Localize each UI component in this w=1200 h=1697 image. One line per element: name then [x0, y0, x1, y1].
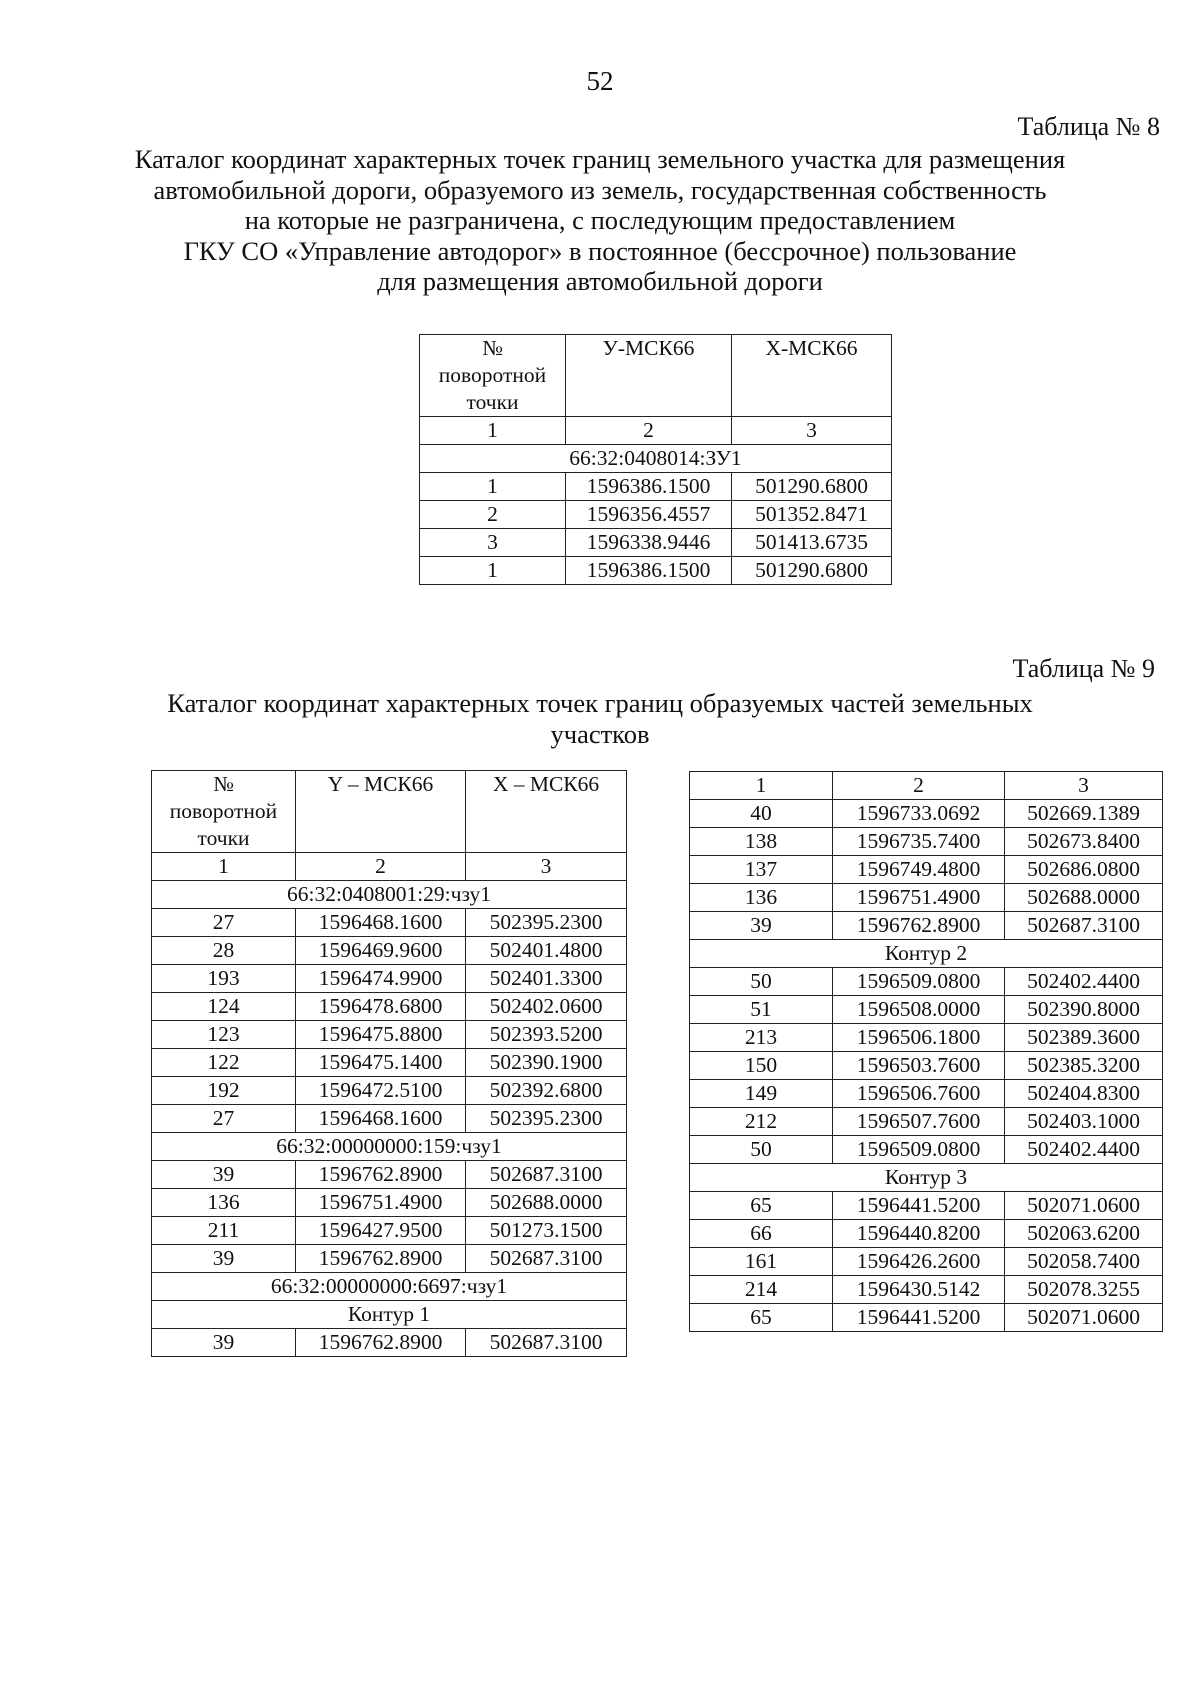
x-coordinate-cell: 502402.4400 — [1005, 968, 1163, 996]
table-row — [152, 937, 627, 965]
table-row — [152, 1217, 627, 1245]
x-coordinate-cell: 502389.3600 — [1005, 1024, 1163, 1052]
table-row — [420, 557, 892, 585]
point-number-cell: 138 — [690, 828, 833, 856]
x-coordinate-cell: 502390.8000 — [1005, 996, 1163, 1024]
y-coordinate-cell: 1596469.9600 — [296, 937, 466, 965]
x-coordinate-cell: 502687.3100 — [1005, 912, 1163, 940]
x-coordinate-cell: 502669.1389 — [1005, 800, 1163, 828]
x-coordinate-cell: 501290.6800 — [732, 473, 892, 501]
point-number-cell: 124 — [152, 993, 296, 1021]
caption-line: автомобильной дороги, образуемого из земель, государственная собственность — [153, 174, 1047, 205]
table-row — [690, 1136, 1163, 1164]
table-row — [690, 1220, 1163, 1248]
column-number: 3 — [466, 853, 627, 881]
y-coordinate-cell: 1596468.1600 — [296, 1105, 466, 1133]
section-row — [152, 1133, 627, 1161]
y-coordinate-cell: 1596440.8200 — [833, 1220, 1005, 1248]
y-coordinate-cell: 1596475.1400 — [296, 1049, 466, 1077]
x-coordinate-cell: 502403.1000 — [1005, 1108, 1163, 1136]
header-line: поворотной — [169, 799, 278, 823]
x-coordinate-cell: 501290.6800 — [732, 557, 892, 585]
point-number-cell: 149 — [690, 1080, 833, 1108]
y-coordinate-cell: 1596751.4900 — [296, 1189, 466, 1217]
x-coordinate-cell: 502063.6200 — [1005, 1220, 1163, 1248]
header-line: точки — [197, 826, 250, 850]
header-y-coordinate: Y – МСК66 — [296, 771, 466, 853]
y-coordinate-cell: 1596762.8900 — [296, 1245, 466, 1273]
point-number-cell: 161 — [690, 1248, 833, 1276]
table-row — [152, 1329, 627, 1357]
table-row — [690, 884, 1163, 912]
table-row — [152, 1049, 627, 1077]
column-number: 2 — [296, 853, 466, 881]
y-coordinate-cell: 1596478.6800 — [296, 993, 466, 1021]
x-coordinate-cell: 502673.8400 — [1005, 828, 1163, 856]
x-coordinate-cell: 501413.6735 — [732, 529, 892, 557]
y-coordinate-cell: 1596751.4900 — [833, 884, 1005, 912]
section-row — [690, 940, 1163, 968]
table-row — [690, 1276, 1163, 1304]
point-number-cell: 213 — [690, 1024, 833, 1052]
header-line: точки — [466, 390, 519, 414]
x-coordinate-cell: 502058.7400 — [1005, 1248, 1163, 1276]
x-coordinate-cell: 502686.0800 — [1005, 856, 1163, 884]
y-coordinate-cell: 1596474.9900 — [296, 965, 466, 993]
section-label: 66:32:00000000:6697:чзу1 — [152, 1273, 627, 1301]
table-row — [420, 529, 892, 557]
table-row — [690, 968, 1163, 996]
y-coordinate-cell: 1596468.1600 — [296, 909, 466, 937]
table-row — [420, 473, 892, 501]
page-number: 52 — [586, 66, 614, 96]
y-coordinate-cell: 1596338.9446 — [566, 529, 732, 557]
point-number-cell: 192 — [152, 1077, 296, 1105]
point-number-cell: 214 — [690, 1276, 833, 1304]
section-row — [152, 1273, 627, 1301]
column-number-row — [690, 772, 1163, 800]
header-point-number — [420, 335, 566, 417]
column-number: 1 — [420, 417, 566, 445]
y-coordinate-cell: 1596427.9500 — [296, 1217, 466, 1245]
section-label: 66:32:0408001:29:чзу1 — [152, 881, 627, 909]
point-number-cell: 66 — [690, 1220, 833, 1248]
table8-label: Таблица № 8 — [1017, 112, 1160, 141]
table9-label: Таблица № 9 — [1012, 654, 1155, 683]
point-number-cell: 39 — [152, 1245, 296, 1273]
y-coordinate-cell: 1596762.8900 — [833, 912, 1005, 940]
point-number-cell: 27 — [152, 1105, 296, 1133]
y-coordinate-cell: 1596506.1800 — [833, 1024, 1005, 1052]
caption-line: Каталог координат характерных точек границ земельного участка для размещения — [134, 144, 1066, 174]
x-coordinate-cell: 502395.2300 — [466, 1105, 627, 1133]
caption-line: для размещения автомобильной дороги — [377, 266, 823, 296]
header-y-coordinate: У-МСК66 — [566, 335, 732, 417]
point-number-cell: 50 — [690, 968, 833, 996]
section-label: Контур 2 — [690, 940, 1163, 968]
y-coordinate-cell: 1596507.7600 — [833, 1108, 1005, 1136]
x-coordinate-cell: 502078.3255 — [1005, 1276, 1163, 1304]
x-coordinate-cell: 501352.8471 — [732, 501, 892, 529]
table-row — [690, 1052, 1163, 1080]
y-coordinate-cell: 1596386.1500 — [566, 557, 732, 585]
point-number-cell: 123 — [152, 1021, 296, 1049]
point-number-cell: 150 — [690, 1052, 833, 1080]
y-coordinate-cell: 1596430.5142 — [833, 1276, 1005, 1304]
x-coordinate-cell: 502401.4800 — [466, 937, 627, 965]
x-coordinate-cell: 502402.4400 — [1005, 1136, 1163, 1164]
point-number-cell: 3 — [420, 529, 566, 557]
y-coordinate-cell: 1596386.1500 — [566, 473, 732, 501]
x-coordinate-cell: 502392.6800 — [466, 1077, 627, 1105]
table-row — [690, 828, 1163, 856]
point-number-cell: 39 — [152, 1161, 296, 1189]
point-number-cell: 50 — [690, 1136, 833, 1164]
table-row — [152, 1245, 627, 1273]
column-number: 3 — [1005, 772, 1163, 800]
y-coordinate-cell: 1596735.7400 — [833, 828, 1005, 856]
x-coordinate-cell: 502688.0000 — [466, 1189, 627, 1217]
y-coordinate-cell: 1596356.4557 — [566, 501, 732, 529]
table9-left — [151, 770, 627, 1357]
point-number-cell: 39 — [690, 912, 833, 940]
y-coordinate-cell: 1596762.8900 — [296, 1329, 466, 1357]
section-row — [690, 1164, 1163, 1192]
table-row — [152, 1161, 627, 1189]
table-row — [152, 1021, 627, 1049]
section-row — [152, 881, 627, 909]
caption-line: ГКУ СО «Управление автодорог» в постоянное (бессрочное) пользование — [183, 235, 1017, 266]
header-line: поворотной — [438, 363, 547, 387]
header-x-coordinate: Х-МСК66 — [732, 335, 892, 417]
table-row — [690, 1080, 1163, 1108]
table9-caption — [35, 688, 1165, 749]
point-number-cell: 1 — [420, 473, 566, 501]
column-number-row — [420, 417, 892, 445]
column-number: 3 — [732, 417, 892, 445]
y-coordinate-cell: 1596762.8900 — [296, 1161, 466, 1189]
section-label: Контур 1 — [152, 1301, 627, 1329]
table8-caption — [35, 144, 1165, 297]
caption-line: Каталог координат характерных точек границ образуемых частей земельных — [167, 688, 1033, 718]
point-number-cell: 137 — [690, 856, 833, 884]
table-row — [152, 1105, 627, 1133]
column-number: 1 — [690, 772, 833, 800]
x-coordinate-cell: 502404.8300 — [1005, 1080, 1163, 1108]
y-coordinate-cell: 1596508.0000 — [833, 996, 1005, 1024]
point-number-cell: 211 — [152, 1217, 296, 1245]
y-coordinate-cell: 1596749.4800 — [833, 856, 1005, 884]
point-number-cell: 122 — [152, 1049, 296, 1077]
y-coordinate-cell: 1596509.0800 — [833, 968, 1005, 996]
table-row — [152, 965, 627, 993]
x-coordinate-cell: 502071.0600 — [1005, 1304, 1163, 1332]
table-row — [690, 1108, 1163, 1136]
section-row — [420, 445, 892, 473]
section-label: Контур 3 — [690, 1164, 1163, 1192]
x-coordinate-cell: 502385.3200 — [1005, 1052, 1163, 1080]
column-number: 2 — [833, 772, 1005, 800]
point-number-cell: 27 — [152, 909, 296, 937]
caption-line: участков — [550, 718, 650, 749]
y-coordinate-cell: 1596475.8800 — [296, 1021, 466, 1049]
point-number-cell: 65 — [690, 1192, 833, 1220]
header-line: № — [213, 772, 234, 796]
header-line: № — [482, 336, 503, 360]
x-coordinate-cell: 502687.3100 — [466, 1329, 627, 1357]
table-row — [690, 912, 1163, 940]
y-coordinate-cell: 1596503.7600 — [833, 1052, 1005, 1080]
caption-line: на которые не разграничена, с последующим предоставлением — [244, 205, 956, 235]
section-row — [152, 1301, 627, 1329]
point-number-cell: 136 — [690, 884, 833, 912]
point-number-cell: 193 — [152, 965, 296, 993]
x-coordinate-cell: 501273.1500 — [466, 1217, 627, 1245]
x-coordinate-cell: 502401.3300 — [466, 965, 627, 993]
table9-right — [689, 771, 1163, 1332]
table-row — [420, 501, 892, 529]
point-number-cell: 1 — [420, 557, 566, 585]
table-row — [152, 909, 627, 937]
point-number-cell: 65 — [690, 1304, 833, 1332]
x-coordinate-cell: 502071.0600 — [1005, 1192, 1163, 1220]
table-row — [690, 856, 1163, 884]
header-row — [420, 335, 892, 417]
table8 — [419, 334, 892, 585]
x-coordinate-cell: 502395.2300 — [466, 909, 627, 937]
y-coordinate-cell: 1596441.5200 — [833, 1304, 1005, 1332]
x-coordinate-cell: 502393.5200 — [466, 1021, 627, 1049]
column-number: 1 — [152, 853, 296, 881]
table-row — [690, 1304, 1163, 1332]
table-row — [152, 993, 627, 1021]
point-number-cell: 39 — [152, 1329, 296, 1357]
point-number-cell: 136 — [152, 1189, 296, 1217]
section-label: 66:32:0408014:ЗУ1 — [420, 445, 892, 473]
table-row — [690, 1248, 1163, 1276]
table-row — [152, 1077, 627, 1105]
table-row — [152, 1189, 627, 1217]
column-number: 2 — [566, 417, 732, 445]
x-coordinate-cell: 502390.1900 — [466, 1049, 627, 1077]
table-row — [690, 1024, 1163, 1052]
x-coordinate-cell: 502687.3100 — [466, 1161, 627, 1189]
x-coordinate-cell: 502687.3100 — [466, 1245, 627, 1273]
table-row — [690, 996, 1163, 1024]
y-coordinate-cell: 1596506.7600 — [833, 1080, 1005, 1108]
x-coordinate-cell: 502402.0600 — [466, 993, 627, 1021]
point-number-cell: 40 — [690, 800, 833, 828]
header-row — [152, 771, 627, 853]
table-row — [690, 1192, 1163, 1220]
x-coordinate-cell: 502688.0000 — [1005, 884, 1163, 912]
point-number-cell: 2 — [420, 501, 566, 529]
column-number-row — [152, 853, 627, 881]
y-coordinate-cell: 1596509.0800 — [833, 1136, 1005, 1164]
section-label: 66:32:00000000:159:чзу1 — [152, 1133, 627, 1161]
header-x-coordinate: X – МСК66 — [466, 771, 627, 853]
point-number-cell: 51 — [690, 996, 833, 1024]
header-point-number — [152, 771, 296, 853]
y-coordinate-cell: 1596426.2600 — [833, 1248, 1005, 1276]
y-coordinate-cell: 1596733.0692 — [833, 800, 1005, 828]
point-number-cell: 28 — [152, 937, 296, 965]
table-row — [690, 800, 1163, 828]
y-coordinate-cell: 1596472.5100 — [296, 1077, 466, 1105]
point-number-cell: 212 — [690, 1108, 833, 1136]
y-coordinate-cell: 1596441.5200 — [833, 1192, 1005, 1220]
